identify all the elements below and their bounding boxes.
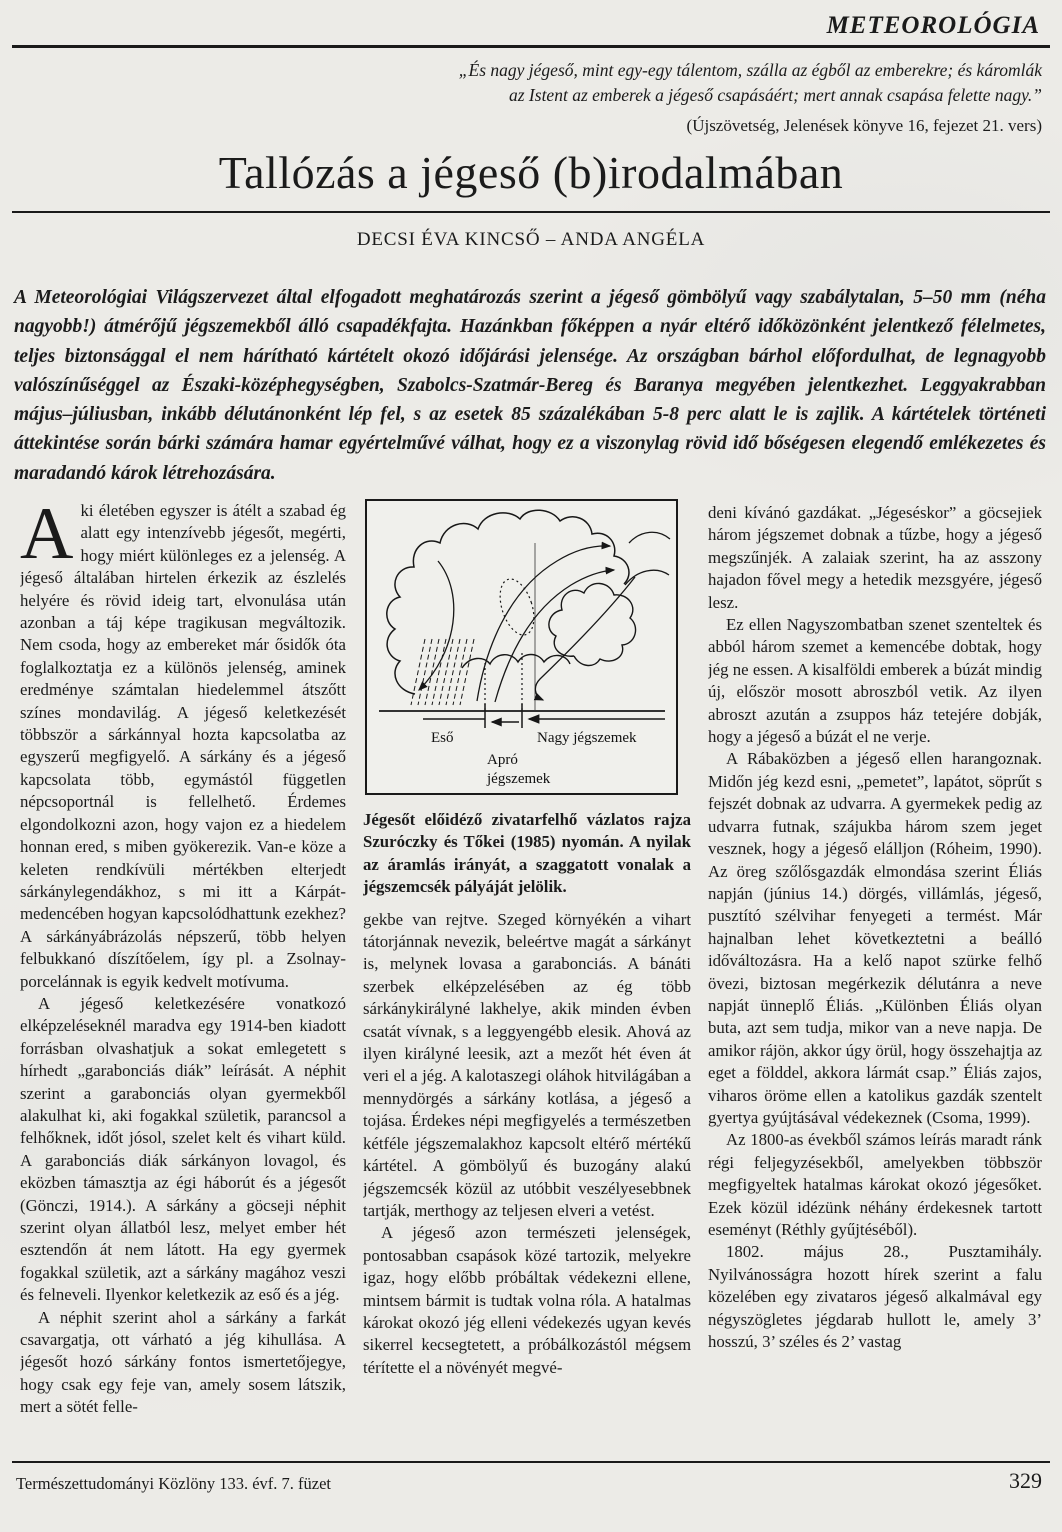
cloud-outline <box>387 510 629 694</box>
outflow-cloud-arcs <box>625 532 670 585</box>
footer-page-number: 329 <box>1009 1468 1042 1493</box>
epigraph <box>362 58 1042 138</box>
right-cloud-outline <box>549 583 636 665</box>
gust-front-arrow <box>535 577 635 700</box>
footer-journal-title: Természettudományi Közlöny 133. évf. 7. füzet <box>16 1474 331 1493</box>
left-paragraph-3: A néphit szerint ahol a sárkány a farkát csavargatja, ott várható a jég kihullása. A jégesőt hozó sárkány fontos ismertetőjegye, hogy csak egy feje van, amely sosem látszik, mert a sötét felle- <box>20 1307 346 1417</box>
epigraph-attribution: (Újszövetség, Jelenések könyve 16, fejezet 21. vers) <box>686 116 1042 135</box>
rain-hatch-lines <box>411 639 474 705</box>
authors-byline: DECSI ÉVA KINCSŐ – ANDA ANGÉLA <box>356 229 706 250</box>
updraft-arrow-2 <box>495 570 614 702</box>
right-paragraph-5: 1802. május 28., Pusztamihály. Nyilvánosságra hozott hírek szerint a falu közelében egy zivataros jégeső alkalmával egy négyszögletes jégdarab hullott le, amely 3’ hosszú, 3’ széles és 2’ vastag <box>708 1242 1042 1352</box>
column-right <box>708 502 1042 1478</box>
page-title: Tallózás a jégeső (b)irodalmában <box>218 147 844 198</box>
large-hail-label: Nagy jégszemek <box>537 730 637 746</box>
left-paragraph-1-text: ki életében egyszer is átélt a szabad ég alatt egy intenzívebb jégesőt, megérti, hogy miért különleges ez a jelenség. A jégeső általában hirtelen érkezik az észlelés helyére és rövid ideig tart, elvonulása után azonban a táj képe tragikusan megváltozik. Nem csoda, hogy az embereket már ősidők óta foglalkoztatja ez a különös jelenség, aminek eredménye számtalan hiedelemmel átszőtt színes mondavilág. A jégeső keletkezését többször a sárkánnyal hozta kapcsolatba az egyszerű megfigyelő. A sárkány és a jégeső kapcsolata több, egymástól független népcsoportnál is fellelhető. Érdemes elgondolkozni azon, hogy vajon ez a hiedelem honnan ered, s miben gyökerezik. Van-e köze a keleten rendkívüli mértékben elterjedt sárkánylegendákhoz, s mi itt a Kárpát-medencében hogyan kapcsolódhattunk ezekhez? A sárkányábrázolás népszerű, több helyen felbukkanó díszítőelem, így pl. a Zsolnay-porcelánnak is egyik kedvelt motívuma. <box>20 501 346 991</box>
section-header: METEOROLÓGIA <box>826 12 1040 39</box>
right-paragraph-2: Ez ellen Nagyszombatban szenet szenteltek és abból három szemet a kemencébe dobtak, hogy jég ne essen. A kisalföldi emberek a búzát mindig új, először mosott abroszból vetik. Az ilyen abroszt azután a zsuppos ház tetejére dobják, hogy a jégeső a búzát el ne verje. <box>708 615 1042 747</box>
drop-cap: A <box>20 500 74 575</box>
storm-diagram-figure <box>365 499 678 795</box>
column-left <box>20 500 346 1478</box>
small-hail-label-line2: jégszemek <box>487 771 551 787</box>
footer-rule <box>12 1461 1050 1463</box>
header-rule <box>12 45 1050 48</box>
figure-caption: Jégesőt előidéző zivatarfelhő vázlatos rajza Szuróczky és Tőkei (1985) nyomán. A nyilak az áramlás irányát, a szaggatott vonalak a jégszemcsék pályáját jelölik. <box>363 810 691 897</box>
title-rule <box>12 211 1050 213</box>
small-hail-label-line1: Apró <box>487 752 518 768</box>
epigraph-line-2: az Istent az emberek a jégeső csapásáért; mert annak csapása felette nagy.” <box>509 85 1042 105</box>
left-paragraph-1 <box>20 500 346 993</box>
right-paragraph-4: Az 1800-as évekből számos leírás maradt ránk régi feljegyzésekből, amelyekben többször megfigyeltek hatalmas károkat okozó jégesőket. Ezek közül idézünk néhány érdekesnek tartott eseményt (Réthly gyűjtéséből). <box>708 1130 1042 1239</box>
column-middle <box>363 497 691 1478</box>
left-paragraph-2: A jégeső keletkezésére vonatkozó elképzeléseknél maradva egy 1914-ben kiadott forrásban olvashatjuk a sokat emlegetett s hírhedt „garabonciás diák” leírását. A néphit szerint a garabonciás olyan gyermekből alakulhat ki, aki fogakkal születik, parancsol a felhőknek, időt jósol, szelet kelt és vihart küld. A garabonciás diák sárkányon lovagol, és eközben támasztja az égi háborút és a jégesőt (Gönczi, 1914.). A sárkány a göcseji néphit szerint olyan állatból lesz, melyet ember hét esztendőn át nem látott. Ha egy gyermek fogakkal születik, azt a sárkány magához veszi és felneveli. Ilyenkor keletkezik az eső és a jég. <box>20 993 346 1305</box>
lead-paragraph: A Meteorológiai Világszervezet által elfogadott meghatározás szerint a jégeső gömbölyű vagy szabálytalan, 5–50 mm (néha nagyobb!) átmérőjű jégszemekből álló csapadékfajta. Hazánkban főképpen a nyár eltérő időközönként jelentkező félelmetes, teljes biztonsággal el nem hárítható kártételt okozó időjárási jelensége. Az országban bárhol előfordulhat, de legnagyobb valószínűséggel az Északi-középhegységben, Szabolcs-Szatmár-Bereg és Baranya megyében jelentkezhet. Leggyakrabban május–júliusban, inkább délutánonként lép fel, s az esetek 85 százalékában 5-8 perc alatt le is zajlik. A kártételek történeti áttekintése során bárki számára hamar egyértelművé válhat, hogy ez a viszonylag rövid idő bőségesen elegendő emlékezetes és maradandó károk létrehozására. <box>14 287 1046 484</box>
bracket-ticks <box>485 704 522 728</box>
updraft-arrow-1 <box>477 546 610 701</box>
storm-diagram-svg <box>367 501 676 793</box>
middle-paragraph-2: A jégeső azon természeti jelenségek, pontosabban csapások közé tartozik, melyekre igaz, hogy előbb próbáltak védekezni ellene, mintsem bármit is tudtak volna róla. A hatalmas károkat okozó jég elleni védekezés ugyan kevés sikerrel kecsegtetett, a próbálkozástól mégsem térítette el a növényét megvé- <box>363 1223 691 1377</box>
right-paragraph-1: deni kívánó gazdákat. „Jégeséskor” a göcsejiek három jégszemet dobnak a tűzbe, hogy a jégeső megszűnjék. A zalaiak szerint, ha az asszony hajadon fővel megy a hetedik mezsgyére, jégeső lesz. <box>708 503 1042 612</box>
right-paragraph-3: A Rábaközben a jégeső ellen harangoznak. Midőn jég kezd esni, „pemetet”, lapátot, söprűt s fejszét dobnak az udvarra. A gyermekek pedig az udvarra futnak, szájukba három szem jeget vesznek, hogy a jégeső elálljon (Róheim, 1990). Az öreg szőlősgazdák elmondása szerint Éliás napján (június 14.) dörgés, villámlás, jégeső, pusztító szélvihar fenyegeti a termést. Már hajnalban lehet következtetni a beálló időváltozásra. Ha a kelő napot szürke felhő övezi, biztosan megérkezik délutánra a neve napját ünneplő Éliás. „Különben Éliás olyan buta, azt sem tudja, mikor van a neve napja. De amikor rájön, akkor úgy örül, hogy összehajtja az eget a földdel, akkora lármát csap.” Éliás zajos, viharos öröme ellen a katolikus gazdák szentelt gyertya gyújtásával védekeznek (Csoma, 1999). <box>708 749 1042 1127</box>
rain-label: Eső <box>431 730 454 746</box>
middle-paragraph-1: gekbe van rejtve. Szeged környékén a vihart tátorjánnak nevezik, beleértve magát a sárkányt is, melynek lovasa a garabonciás. A bánáti szerbek elképzelésében az ég több sárkánykirályné lakhelye, akik minden évben csatát vívnak, s a leggyengébb elesik. Ahová az ilyen királyné leesik, azt a mezőt hét éven át veri el a jég. A kalotaszegi oláhok hitvilágában a mennydörgés a sárkány kotlása, a jégeső a tojása. Érdekes népi megfigyelés a természetben kétféle jégszemalakhoz kapcsolt eltérő mértékű kártétel. A gömbölyű és buzogány alakú jégszemcsék közül az utóbbit veszélyesebbnek tartják, merthogy az teljesen elveri a vetést. <box>363 909 691 1220</box>
downdraft-arrow <box>419 561 454 690</box>
epigraph-line-1: „És nagy jégeső, mint egy-egy tálentom, szálla az égből az emberekre; és káromlák <box>458 60 1042 80</box>
